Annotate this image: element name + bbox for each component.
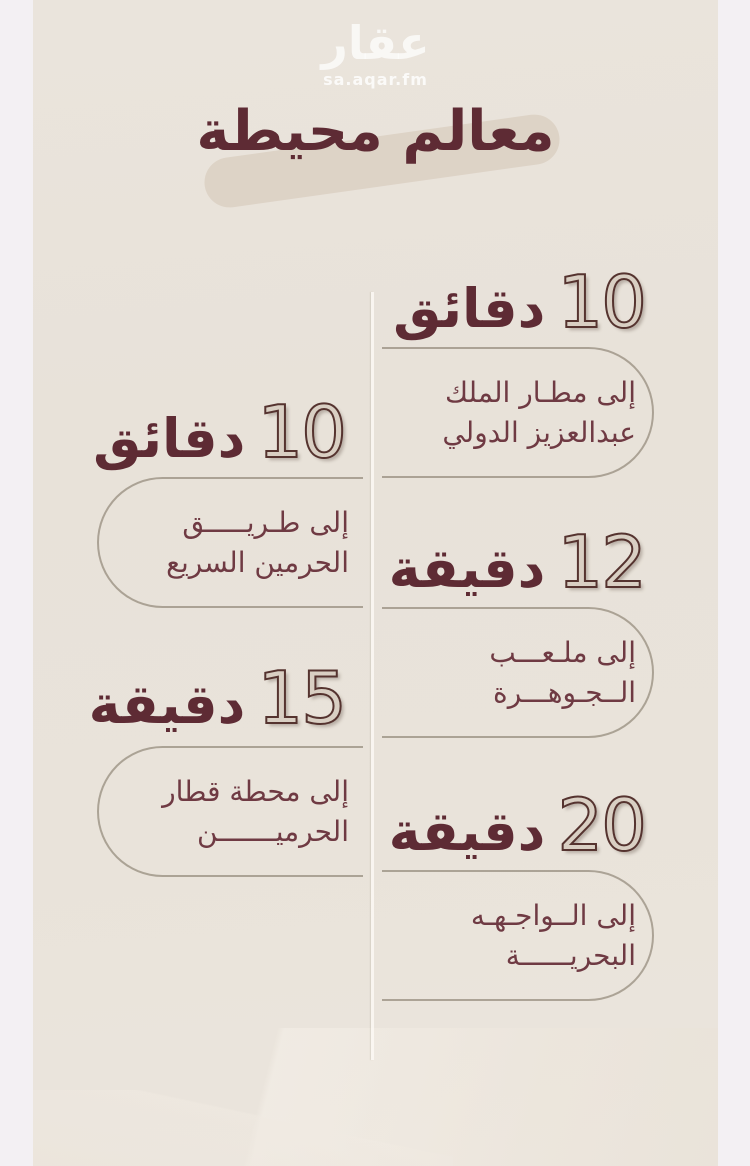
center-divider-line xyxy=(371,292,374,1060)
landmark-name-line1: إلى ملـعـــب xyxy=(489,635,636,669)
landmark-name-line1: إلى الــواجـهـه xyxy=(470,898,636,932)
landmark-name-line1: إلى مطـار الملك xyxy=(444,375,636,409)
travel-time-header-stadium xyxy=(388,520,645,604)
aqar-logo-url: sa.aqar.fm xyxy=(323,69,428,89)
travel-time-number: 10 xyxy=(557,260,645,344)
landmark-name-line2: البحريــــــة xyxy=(505,938,636,972)
landmark-name-line2: عبدالعزيز الدولي xyxy=(442,415,636,449)
landmark-card-stadium xyxy=(382,607,654,738)
travel-time-header-train-station xyxy=(88,656,345,740)
landmark-name-line1: إلى محطة قطار xyxy=(162,774,349,808)
aqar-logo-wordmark: عقار xyxy=(321,16,430,70)
travel-time-number: 20 xyxy=(557,783,645,867)
travel-time-number: 12 xyxy=(557,520,645,604)
travel-time-header-expressway xyxy=(93,390,345,474)
travel-time-unit: دقيقة xyxy=(88,673,246,736)
landmark-card-expressway xyxy=(97,477,363,608)
landmark-name-line1: إلى طـريـــــق xyxy=(182,505,349,539)
page-title: معالم محيطة xyxy=(196,99,555,164)
travel-time-number: 15 xyxy=(257,656,345,740)
landmark-name-line2: الــجـوهـــرة xyxy=(493,675,636,709)
travel-time-unit: دقيقة xyxy=(388,800,546,863)
travel-time-number: 10 xyxy=(257,390,345,474)
travel-time-unit: دقيقة xyxy=(388,537,546,600)
travel-time-unit: دقائق xyxy=(393,277,546,340)
landmark-name-line2: الحرمين السريع xyxy=(166,545,349,579)
background-render-decoration-2 xyxy=(33,1090,453,1166)
landmark-card-waterfront xyxy=(382,870,654,1001)
travel-time-header-waterfront xyxy=(388,783,645,867)
travel-time-unit: دقائق xyxy=(93,407,246,470)
travel-time-header-airport xyxy=(393,260,645,344)
landmark-name-line2: الحرميـــــــن xyxy=(196,814,349,848)
landmark-card-airport xyxy=(382,347,654,478)
title-block xyxy=(33,94,718,214)
landmark-card-train-station xyxy=(97,746,363,877)
